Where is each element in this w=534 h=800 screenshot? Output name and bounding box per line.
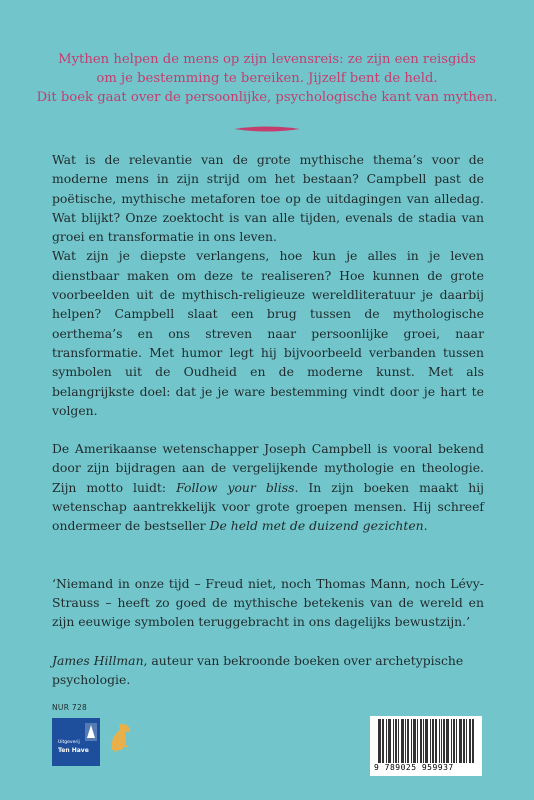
quote-attribution: James Hillman, auteur van bekroonde boeken over archetypische psychologie. (52, 652, 464, 687)
horse-logo-icon (106, 720, 136, 756)
publisher-line1: Uitgeverij (58, 740, 80, 745)
isbn-number: 9 789025 959937 (374, 763, 454, 772)
bestseller-title: De held met de duizend gezichten (209, 518, 424, 534)
publisher-logo (52, 718, 100, 766)
publisher-name: Ten Have (58, 747, 89, 754)
ornament-divider (232, 125, 302, 133)
intro-line: Dit boek gaat over de persoonlijke, psychologische kant van mythen. (36, 90, 498, 105)
intro-text (0, 50, 534, 107)
quote: ‘Niemand in onze tijd – Freud niet, noch Thomas Mann, noch Lévy-Strauss – heeft zo goed de mythische betekenis van de wereld en zijn eeuwige symbolen teruggebracht in ons dagelijks bewustzijn.’ (52, 575, 484, 630)
intro-line: Mythen helpen de mens op zijn levensreis: ze zijn een reisgids (58, 52, 476, 67)
paragraph-desires: Wat zijn je diepste verlangens, hoe kun je alles in je leven dienstbaar maken om deze te realiseren? Hoe kunnen de grote voorbeelden uit de mythisch-religieuze wereldliteratuur je daarbij helpen? Campbell slaat een brug tussen de mythologische oerthema’s en ons streven naar persoonlijke groei, naar transformatie. Met humor legt hij bijvoorbeeld verbanden tussen symbolen uit de Oudheid en de moderne kunst. Met als belangrijkste doel: dat je je ware bestemming vindt door je hart te volgen. (52, 248, 484, 418)
quote-author: James Hillman (52, 652, 144, 668)
paragraph-relevance: Wat is de relevantie van de grote mythische thema’s voor de moderne mens in zijn strijd om het bestaan? Campbell past de poëtische, mythische metaforen toe op de uitdagingen van alledag. Wat blijkt? Onze zoektocht is van alle tijden, evenals de stadia van groei en transformatie in ons leven. (52, 152, 484, 245)
motto: Follow your bliss (176, 479, 295, 495)
barcode-bars (378, 719, 474, 763)
barcode (370, 716, 482, 776)
publisher-mark-icon (84, 722, 98, 742)
paragraph-author: De Amerikaanse wetenschapper Joseph Campbell is vooral bekend door zijn bijdragen aan de vergelijkende mythologie en theologie. Zijn motto luidt: Follow your bliss. In zijn boeken maakt hij wetenschap aantrekkelijk voor grote groepen mensen. Hij schreef ondermeer de bestseller De held met de duizend gezichten. (52, 441, 484, 534)
intro-line: om je bestemming te bereiken. Jijzelf bent de held. (96, 71, 438, 86)
back-cover-text (52, 150, 484, 689)
nur-code: NUR 728 (52, 703, 88, 712)
